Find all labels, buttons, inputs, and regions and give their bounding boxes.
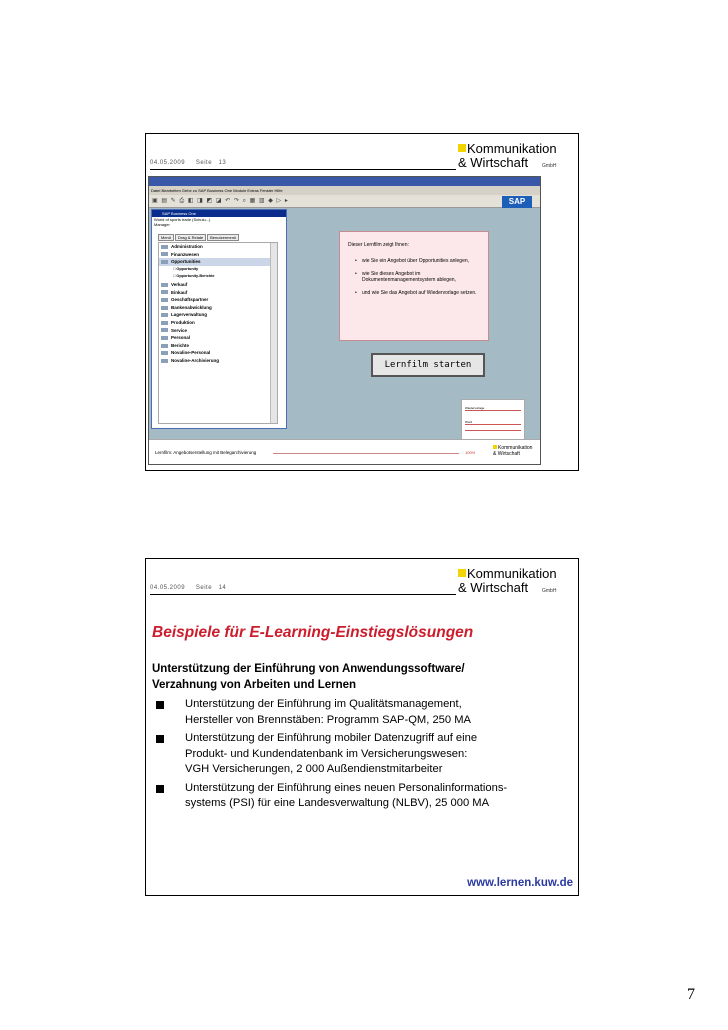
module-icon xyxy=(161,298,168,302)
sbo-menu-label: Novaline-Archivierung xyxy=(171,357,220,363)
header-rule xyxy=(150,169,456,170)
slide-date: 04.05.2009 Seite 13 xyxy=(150,160,227,166)
sbo-menu-item[interactable] xyxy=(159,327,277,335)
logo-line-1: Kommunikation xyxy=(467,566,557,581)
bullet-item: Unterstützung der Einführung im Qualitätsmanagement, Hersteller von Brennstäben: Programm SAP-QM, 250 MA xyxy=(152,697,572,728)
sbo-submenu-item[interactable] xyxy=(159,266,277,274)
sbo-menu-item[interactable] xyxy=(159,311,277,319)
sbo-menu-label: Bankenabwicklung xyxy=(171,304,212,310)
sbo-main-menu-window xyxy=(151,209,287,429)
tab-menu[interactable]: Menü xyxy=(158,234,174,241)
logo-line-1: Kommunikation xyxy=(467,141,557,156)
sbo-menu-label: Personal xyxy=(171,335,191,341)
sbo-menu-item[interactable] xyxy=(159,289,277,297)
sbo-menu-label: Service xyxy=(171,327,188,333)
module-icon xyxy=(161,252,168,256)
module-icon xyxy=(161,321,168,325)
module-icon xyxy=(161,351,168,355)
module-icon xyxy=(161,283,168,287)
sbo-module-list xyxy=(158,242,278,424)
footer-logo xyxy=(493,445,532,457)
sbo-menu-item[interactable] xyxy=(159,258,277,266)
slide-title: Beispiele für E-Learning-Einstiegslösungen xyxy=(152,624,474,641)
sbo-menu-item[interactable] xyxy=(159,334,277,342)
sap-menubar: Datei Bearbeiten Gehe zu SAP Business One Module Extras Fenster Hilfe xyxy=(149,186,540,195)
logo-square xyxy=(458,569,466,577)
sbo-menu-label: Opportunity xyxy=(176,266,199,271)
sbo-menu-item[interactable] xyxy=(159,357,277,365)
sap-logo: SAP xyxy=(502,196,532,208)
tab-drag-relate[interactable]: Drag & Relate xyxy=(175,234,206,241)
sbo-menu-item[interactable] xyxy=(159,319,277,327)
sap-toolbar xyxy=(149,195,540,208)
submenu-bullet-icon: □ xyxy=(173,274,177,279)
module-icon xyxy=(161,336,168,340)
module-icon xyxy=(161,306,168,310)
submenu-bullet-icon: □ xyxy=(173,266,177,271)
sbo-menu-label: Verkauf xyxy=(171,281,188,287)
info-heading: Dieser Lernfilm zeigt Ihnen: xyxy=(348,242,409,248)
info-bullet: • und wie Sie das Angebot auf Wiedervorlage setzen. xyxy=(362,290,482,297)
sbo-window-title: SAP Business One xyxy=(152,210,286,217)
info-bullet: • wie Sie dieses Angebot im Dokumentenmanagementsystem ablegen, xyxy=(362,271,482,284)
module-icon xyxy=(161,328,168,332)
sbo-menu-label: Novaline-Personal xyxy=(171,350,211,356)
sbo-menu-label: Berichte xyxy=(171,342,190,348)
module-icon xyxy=(161,344,168,348)
module-icon xyxy=(161,313,168,317)
slide-date: 04.05.2009 Seite 14 xyxy=(150,585,227,591)
card-line xyxy=(465,430,521,431)
sap-titlebar xyxy=(149,177,540,186)
module-icon xyxy=(161,260,168,264)
bullet-item: Unterstützung der Einführung eines neuen Personalinformations- systems (PSI) für eine Landesverwaltung (NLBV), 25 000 MA xyxy=(152,781,572,812)
sbo-menu-item[interactable] xyxy=(159,281,277,289)
tab-user-menu[interactable]: Benutzermenü xyxy=(207,234,239,241)
module-icon xyxy=(161,245,168,249)
footer-progress-line xyxy=(273,453,459,454)
lead-line-2: Verzahnung von Arbeiten und Lernen xyxy=(152,679,357,691)
toolbar-icons: ▣ ▤ ✎ ⎙ ◧ ◨ ◩ ◪ ↶ ↷ ⌕ ▦ ▥ ◆ ▷ ▸ xyxy=(152,198,289,204)
sbo-menu-label: Administration xyxy=(171,244,203,249)
logo-line-2: & Wirtschaft xyxy=(458,580,529,595)
sbo-menu-item[interactable] xyxy=(159,251,277,259)
sbo-menu-label: Geschäftspartner xyxy=(171,297,209,303)
sap-screenshot xyxy=(148,176,541,465)
sbo-menu-label: Finanzwesen xyxy=(171,251,200,257)
sbo-company: World of sports trade (Schulu...) xyxy=(154,217,211,222)
sbo-menu-item[interactable] xyxy=(159,342,277,350)
slide-13 xyxy=(145,133,579,471)
info-bullet: • wie Sie ein Angebot über Opportunities anlegen, xyxy=(362,258,482,265)
bullet-item: Unterstützung der Einführung mobiler Datenzugriff auf eine Produkt- und Kundendatenbank im Versicherungswesen: VGH Versicherungen, 2 000 Außendienstmitarbeiter xyxy=(152,731,572,778)
footer-title: Lernfilm: Angebotserstellung mit Belegarchivierung xyxy=(155,450,257,455)
logo-square xyxy=(458,144,466,152)
sbo-menu-item[interactable] xyxy=(159,304,277,312)
logo-gmbh: GmbH xyxy=(542,588,557,594)
card-line-word: Word xyxy=(465,420,521,425)
sbo-scrollbar[interactable] xyxy=(270,243,277,423)
header-rule xyxy=(150,594,456,595)
sbo-menu-label: Lagerverwaltung xyxy=(171,312,208,318)
company-logo xyxy=(458,566,576,600)
start-lernfilm-button[interactable]: Lernfilm starten xyxy=(371,353,485,377)
page-number: 7 xyxy=(687,986,695,1003)
website-link[interactable]: www.lernen.kuw.de xyxy=(467,877,573,889)
footer-logo-line-1: Kommunikation xyxy=(498,445,533,451)
sbo-menu-label: Opportunities xyxy=(171,259,201,265)
lernfilm-footer xyxy=(149,439,540,464)
bullet-list xyxy=(152,697,572,815)
footer-logo-line-2: & Wirtschaft xyxy=(493,451,520,457)
slide-lead xyxy=(152,661,465,693)
sbo-menu-item[interactable] xyxy=(159,243,277,251)
module-icon xyxy=(161,290,168,294)
footer-percent: 100% xyxy=(465,450,476,455)
info-box xyxy=(339,231,489,341)
sbo-menu-label: Produktion xyxy=(171,319,195,325)
sbo-menu-label: Opportunity-Berichte xyxy=(176,274,215,279)
sbo-user: Manager xyxy=(154,222,170,227)
module-icon xyxy=(161,359,168,363)
info-bullets xyxy=(362,258,482,302)
slide-14 xyxy=(145,558,579,896)
logo-line-2: & Wirtschaft xyxy=(458,155,529,170)
card-line-wiedervorlage: Wiedervorlage xyxy=(465,406,521,411)
sbo-menu-label: Einkauf xyxy=(171,289,188,295)
sbo-tabs xyxy=(158,234,240,241)
sbo-menu-item[interactable] xyxy=(159,296,277,304)
company-logo xyxy=(458,141,576,175)
sbo-submenu-item[interactable] xyxy=(159,273,277,281)
lead-line-1: Unterstützung der Einführung von Anwendungssoftware/ xyxy=(152,663,465,675)
logo-gmbh: GmbH xyxy=(542,163,557,169)
sbo-menu-item[interactable] xyxy=(159,349,277,357)
logo-square xyxy=(493,445,497,449)
